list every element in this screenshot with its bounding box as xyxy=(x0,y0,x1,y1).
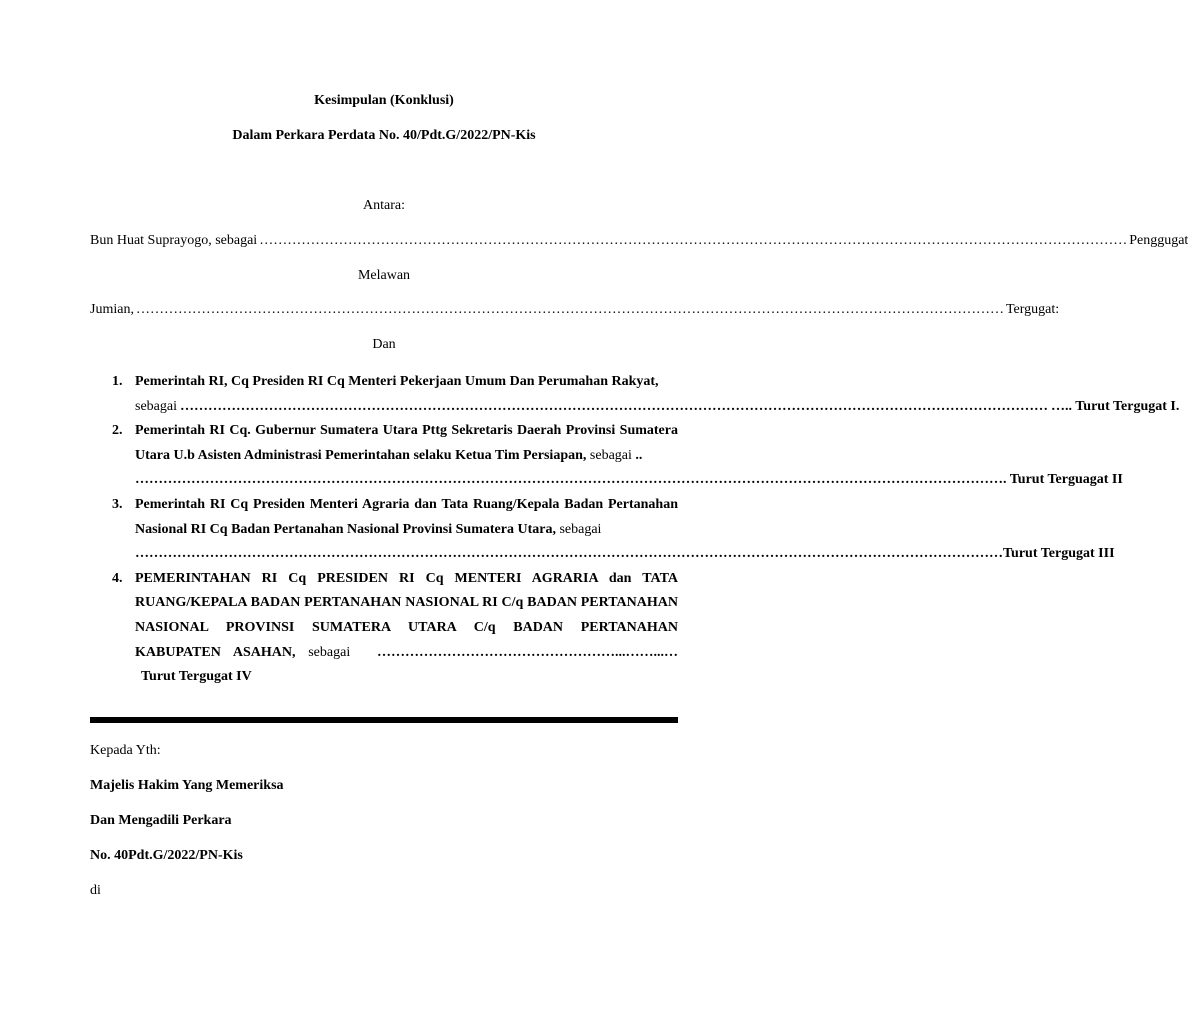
dan-label: Dan xyxy=(372,337,396,352)
co-defendant-role: ….. Turut Tergugat I. xyxy=(1050,398,1180,414)
list-item-number: 2. xyxy=(112,423,123,439)
defendant-row xyxy=(90,301,1060,319)
list-item xyxy=(90,567,678,690)
defendant-name: Jumian, xyxy=(90,302,134,317)
co-defendant-role-row xyxy=(135,395,1180,420)
co-defendant-name: PEMERINTAHAN RI Cq PRESIDEN RI Cq MENTERI AGRARIA dan TATA RUANG/KEPALA BADAN PERTANAHAN NASIONAL RI C/q BADAN PERTANAHAN NASIONAL PROVINSI SUMATERA UTARA C/q BADAN PERTANAHAN KABUPATEN ASAHAN, xyxy=(135,570,678,660)
sebagai-label: sebagai xyxy=(308,644,351,660)
co-defendant-text xyxy=(135,493,678,542)
list-item xyxy=(90,370,1180,419)
document-title: Kesimpulan (Konklusi) xyxy=(314,93,454,108)
plaintiff-role: Penggugat xyxy=(1129,233,1188,248)
defendant-role: Tergugat: xyxy=(1005,302,1060,317)
co-defendant-name: Pemerintah RI Cq Presiden Menteri Agraria dan Tata Ruang/Kepala Badan Pertanahan Nasional RI Cq Badan Pertanahan Nasional Provinsi Sumatera Utara, xyxy=(135,496,678,537)
antara-label: Antara: xyxy=(363,198,405,213)
sebagai-label: sebagai xyxy=(589,447,632,463)
list-item-number: 3. xyxy=(112,496,123,512)
co-defendant-list xyxy=(90,370,1180,690)
kepada-label: Kepada Yth: xyxy=(90,743,161,758)
list-item-number: 1. xyxy=(112,374,123,389)
list-item xyxy=(90,419,1123,493)
addressee-line-1: Majelis Hakim Yang Memeriksa xyxy=(90,778,284,793)
co-defendant-name: Pemerintah RI Cq. Gubernur Sumatera Utara Pttg Sekretaris Daerah Provinsi Sumatera Utara U.b Asisten Administrasi Pemerintahan selaku Ketua Tim Persiapan, xyxy=(135,423,678,463)
plaintiff-dots: …………………………………………………………………………………………………………………………………………………………………… xyxy=(259,233,1128,248)
addressee-line-2: Dan Mengadili Perkara xyxy=(90,813,232,828)
melawan-label: Melawan xyxy=(357,268,411,283)
plaintiff-row xyxy=(90,232,1188,250)
list-item-number: 4. xyxy=(112,570,123,586)
sebagai-label: sebagai xyxy=(559,521,602,537)
co-defendant-name: Pemerintah RI, Cq Presiden RI Cq Menteri Pekerjaan Umum Dan Perumahan Rakyat, xyxy=(135,374,659,389)
co-defendant-role: Turut Tergugat IV xyxy=(141,669,252,685)
trailing-dots: .. xyxy=(635,447,643,463)
sebagai-label: sebagai xyxy=(135,398,177,414)
co-defendant-role: . Turut Terguagat II xyxy=(1003,472,1123,488)
list-item xyxy=(90,493,1115,567)
addressee-location: di xyxy=(90,883,101,898)
co-defendant-role-row xyxy=(135,468,1123,493)
addressee-case-number: No. 40Pdt.G/2022/PN-Kis xyxy=(90,848,243,863)
filler-dots: …………………………………………………………………………………………………………………………………………………………………… xyxy=(135,472,1003,488)
case-number-heading: Dalam Perkara Perdata No. 40/Pdt.G/2022/PN-Kis xyxy=(232,128,536,143)
filler-dots: …………………………………………………………………………………………………………………………………………………………………… xyxy=(179,398,1048,414)
section-divider xyxy=(90,717,678,723)
filler-dots: ……………………………………………...……...… xyxy=(377,644,678,660)
co-defendant-text xyxy=(135,567,678,690)
co-defendant-role-row xyxy=(135,542,1115,567)
plaintiff-name: Bun Huat Suprayogo, sebagai xyxy=(90,233,258,248)
co-defendant-role: Turut Tergugat III xyxy=(1003,546,1115,562)
filler-dots: …………………………………………………………………………………………………………………………………………………………………… xyxy=(135,546,1003,562)
defendant-dots: …………………………………………………………………………………………………………………………………………………………………… xyxy=(135,302,1004,317)
co-defendant-text xyxy=(135,419,678,468)
